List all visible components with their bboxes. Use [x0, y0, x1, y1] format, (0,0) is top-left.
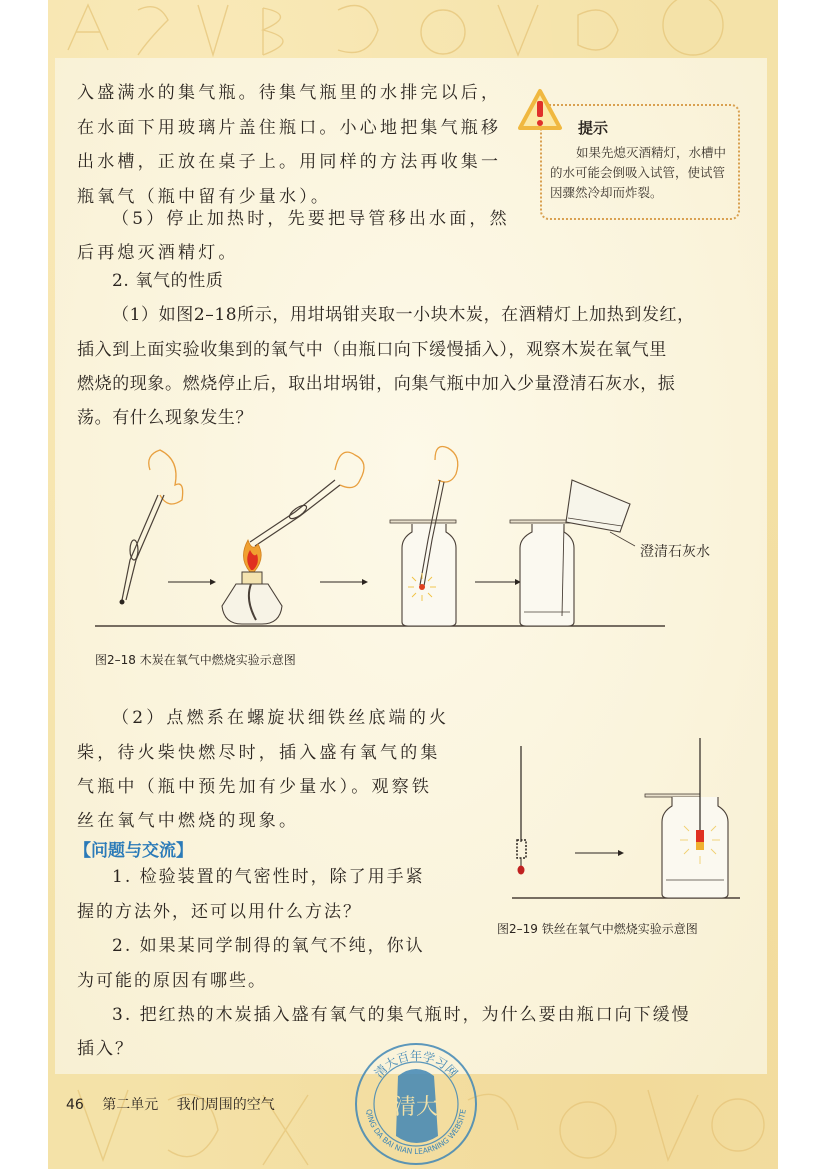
- question-3-line: 3. 把红热的木炭插入盛有氧气的集气瓶时，为什么要由瓶口向下缓慢: [112, 1005, 691, 1025]
- tip-body: 如果先熄灭酒精灯，水槽中的水可能会倒吸入试管，使试管因骤然冷却而炸裂。: [550, 145, 727, 200]
- figure-2-18-caption: 图2–18 木炭在氧气中燃烧实验示意图: [95, 653, 296, 667]
- step-2-line: 柴，待火柴快燃尽时，插入盛有氧气的集: [77, 743, 441, 763]
- figure-2-19-caption: 图2–19 铁丝在氧气中燃烧实验示意图: [497, 922, 698, 936]
- unit-title: 第二单元: [102, 1097, 159, 1113]
- question-2-line: 为可能的原因有哪些。: [77, 971, 267, 991]
- step-1-line: 荡。有什么现象发生？: [77, 408, 253, 428]
- step-5-line: （5）停止加热时，先要把导管移出水面，然: [112, 209, 510, 229]
- page-number: 46: [66, 1097, 84, 1113]
- question-1-line: 握的方法外，还可以用什么方法？: [77, 902, 362, 922]
- paragraph-line: 在水面下用玻璃片盖住瓶口。小心地把集气瓶移: [77, 118, 502, 138]
- step-2-line: 丝在氧气中燃烧的现象。: [77, 811, 300, 831]
- warning-icon: [517, 88, 563, 132]
- step-2-line: （2）点燃系在螺旋状细铁丝底端的火: [112, 708, 450, 728]
- section-heading: 2. 氧气的性质: [112, 271, 224, 291]
- paragraph-line: 瓶氧气（瓶中留有少量水）。: [77, 187, 332, 207]
- step-5-line: 后再熄灭酒精灯。: [77, 243, 239, 263]
- question-2-line: 2. 如果某同学制得的氧气不纯，你认: [112, 936, 425, 956]
- step-1-line: （1）如图2–18所示，用坩埚钳夹取一小块木炭，在酒精灯上加热到发红，: [112, 305, 695, 325]
- paragraph-line: 入盛满水的集气瓶。待集气瓶里的水排完以后，: [77, 83, 502, 103]
- question-1-line: 1. 检验装置的气密性时，除了用手紧: [112, 867, 425, 887]
- figure-2-18-illustration: [90, 440, 760, 640]
- step-2-line: 气瓶中（瓶中预先加有少量水）。观察铁: [77, 777, 433, 797]
- svg-text:清大: 清大: [393, 1095, 439, 1120]
- question-3-line: 插入？: [77, 1039, 134, 1059]
- discussion-heading: 【问题与交流】: [74, 841, 193, 861]
- page-footer: [66, 1094, 289, 1114]
- watermark-stamp: [352, 1040, 480, 1168]
- label-limewater: 澄清石灰水: [640, 544, 710, 560]
- figure-2-19-illustration: [500, 730, 760, 900]
- step-1-line: 插入到上面实验收集到的氧气中（由瓶口向下缓慢插入），观察木炭在氧气里: [77, 340, 667, 360]
- step-1-line: 燃烧的现象。燃烧停止后，取出坩埚钳，向集气瓶中加入少量澄清石灰水，振: [77, 374, 676, 394]
- tip-title: 提示: [578, 119, 609, 137]
- svg-text:清大百年学习网: 清大百年学习网: [371, 1049, 461, 1081]
- chapter-title: 我们周围的空气: [176, 1097, 275, 1113]
- paragraph-line: 出水槽，正放在桌子上。用同样的方法再收集一: [77, 152, 502, 172]
- svg-text:QING DA BAI NIAN LEARNING WEBS: QING DA BAI NIAN LEARNING WEBSITE: [364, 1108, 468, 1157]
